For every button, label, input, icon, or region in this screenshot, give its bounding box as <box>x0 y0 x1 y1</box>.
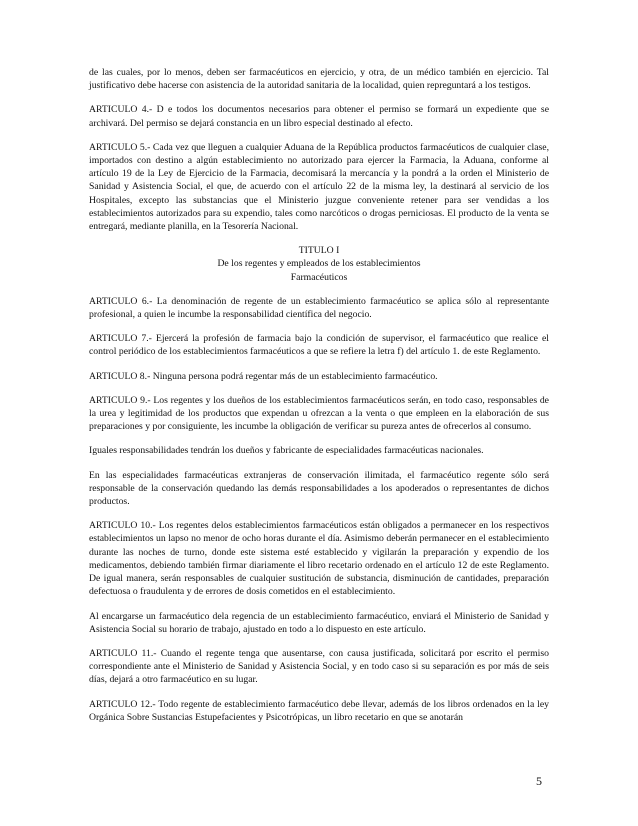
paragraph-articulo-12: ARTICULO 12.- Todo regente de establecimiento farmacéutico debe llevar, además de los libros ordenados en la ley Orgánica Sobre Sustancias Estupefacientes y Psicotrópicas, un libro recetario en que se anotarán <box>89 698 549 723</box>
page-body <box>89 66 549 735</box>
heading-subtitle-line1: De los regentes y empleados de los establecimientos <box>217 258 421 270</box>
heading-subtitle-line2: Farmacéuticos <box>290 271 348 283</box>
section-heading <box>89 244 549 284</box>
paragraph-articulo-11: ARTICULO 11.- Cuando el regente tenga que ausentarse, con causa justificada, solicitará por escrito el permiso correspondiente ante el Ministerio de Sanidad y Asistencia Social, y en todo caso si su separación es por más de seis días, dejará a otro farmacéutico en su lugar. <box>89 647 549 686</box>
paragraph-articulo-8: ARTICULO 8.- Ninguna persona podrá regentar más de un establecimiento farmacéutico. <box>89 370 438 382</box>
heading-title: TITULO I <box>298 245 340 257</box>
paragraph-articulo-7: ARTICULO 7.- Ejercerá la profesión de farmacia bajo la condición de supervisor, el farmacéutico que realice el control periódico de los establecimientos farmacéuticos a que se refiere la letra f) del artículo 1. de este Reglamento. <box>89 333 549 358</box>
paragraph-articulo-4: ARTICULO 4.- D e todos los documentos necesarios para obtener el permiso se formará un expediente que se archivará. Del permiso se dejará constancia en un libro especial destinado al efecto. <box>89 104 549 129</box>
paragraph-especialidades-extranjeras: En las especialidades farmacéuticas extranjeras de conservación ilimitada, el farmacéutico regente sólo será responsable de la conservación quedando las demás responsabilidades a los apoderados o representantes de dichos productos. <box>89 469 549 508</box>
paragraph-articulo-9: ARTICULO 9.- Los regentes y los dueños de los establecimientos farmacéuticos serán, en todo caso, responsables de la urea y legitimidad de los productos que expendan u ofrezcan a la venta o que empleen en la elaboración de sus preparaciones y por consiguiente, les incumbe la obligación de verificar su pureza antes de ofrecerlos al consumo. <box>89 394 549 433</box>
paragraph-articulo-6: ARTICULO 6.- La denominación de regente de un establecimiento farmacéutico se aplica sólo al representante profesional, a quien le incumbe la responsabilidad científica del negocio. <box>89 295 549 321</box>
paragraph-horario: Al encargarse un farmacéutico dela regencia de un establecimiento farmacéutico, enviará el Ministerio de Sanidad y Asistencia Social su horario de trabajo, ajustado en todo a lo dispuesto en este artículo. <box>89 610 549 635</box>
paragraph-continuation: de las cuales, por lo menos, deben ser farmacéuticos en ejercicio, y otra, de un médico también en ejercicio. Tal justificativo debe hacerse con asistencia de la autoridad sanitaria de la localidad, quien repreguntará a los testigos. <box>89 67 549 92</box>
paragraph-iguales-responsabilidades: Iguales responsabilidades tendrán los dueños y fabricante de especialidades farmacéuticas nacionales. <box>89 445 484 457</box>
page-number: 5 <box>536 774 542 788</box>
paragraph-articulo-5: ARTICULO 5.- Cada vez que lleguen a cualquier Aduana de la República productos farmacéuticos de cualquier clase, importados con destino a algún establecimiento no autorizado para ejercer la Farmacia, la Aduana, conforme al artículo 19 de la Ley de Ejercicio de la Farmacia, decomisará la mercancía y la pondrá a la orden el Ministerio de Sanidad y Asistencia Social, el que, de acuerdo con el artículo 22 de la misma ley, la destinará al servicio de los Hospitales, excepto las substancias que el Ministerio juzgue conveniente retener para ser vendidas a los establecimientos autorizados para su expendio, tales como narcóticos o drogas perniciosas. El producto de la venta se entregará, mediante planilla, en la Tesorería Nacional. <box>89 141 549 233</box>
paragraph-articulo-10: ARTICULO 10.- Los regentes delos establecimientos farmacéuticos están obligados a permanecer en los respectivos establecimientos un lapso no menor de ocho horas durante el día. Asimismo deberán permanecer en el establecimiento durante las noches de turno, donde este sistema esté establecido y vigilarán la preparación y expendio de los medicamentos, debiendo también firmar diariamente el libro recetario ordenado en el artículo 12 de este Reglamento. De igual manera, serán responsables de cualquier sustitución de substancia, disminución de cantidades, preparación defectuosa o fraudulenta y de errores de dosis cometidos en el establecimiento. <box>89 520 549 598</box>
